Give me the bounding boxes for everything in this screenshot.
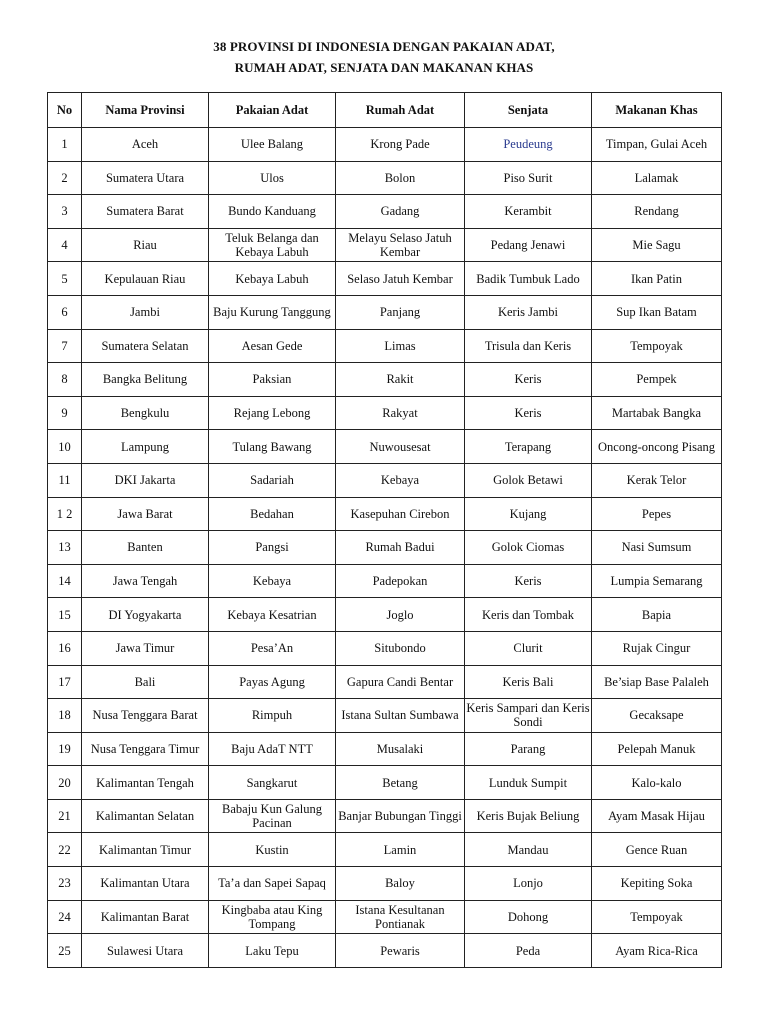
cell-house: Lamin bbox=[336, 833, 465, 867]
cell-weapon: Lonjo bbox=[465, 867, 592, 901]
cell-province: Jawa Barat bbox=[82, 497, 209, 531]
cell-food: Bapia bbox=[592, 598, 722, 632]
cell-house: Gadang bbox=[336, 195, 465, 229]
table-row bbox=[48, 934, 722, 968]
cell-no: 4 bbox=[48, 228, 82, 262]
cell-clothing: Baju AdaT NTT bbox=[209, 732, 336, 766]
cell-food: Ayam Rica-Rica bbox=[592, 934, 722, 968]
header-province: Nama Provinsi bbox=[82, 93, 209, 128]
cell-clothing: Sangkarut bbox=[209, 766, 336, 800]
cell-house: Gapura Candi Bentar bbox=[336, 665, 465, 699]
cell-weapon: Keris bbox=[465, 396, 592, 430]
table-row bbox=[48, 363, 722, 397]
cell-house: Situbondo bbox=[336, 631, 465, 665]
cell-no: 1 2 bbox=[48, 497, 82, 531]
table-row bbox=[48, 732, 722, 766]
table-row bbox=[48, 665, 722, 699]
cell-food: Gecaksape bbox=[592, 699, 722, 733]
table-row bbox=[48, 463, 722, 497]
table-row bbox=[48, 195, 722, 229]
cell-province: Aceh bbox=[82, 128, 209, 162]
cell-house: Betang bbox=[336, 766, 465, 800]
cell-no: 1 bbox=[48, 128, 82, 162]
table-row bbox=[48, 161, 722, 195]
cell-weapon: Golok Ciomas bbox=[465, 531, 592, 565]
cell-no: 10 bbox=[48, 430, 82, 464]
cell-weapon: Keris Bali bbox=[465, 665, 592, 699]
table-row bbox=[48, 295, 722, 329]
cell-province: Bengkulu bbox=[82, 396, 209, 430]
cell-house: Pewaris bbox=[336, 934, 465, 968]
header-food: Makanan Khas bbox=[592, 93, 722, 128]
cell-food: Lumpia Semarang bbox=[592, 564, 722, 598]
table-row bbox=[48, 396, 722, 430]
table-row bbox=[48, 867, 722, 901]
cell-food: Kepiting Soka bbox=[592, 867, 722, 901]
cell-clothing: Kustin bbox=[209, 833, 336, 867]
cell-no: 24 bbox=[48, 900, 82, 934]
cell-province: Kepulauan Riau bbox=[82, 262, 209, 296]
cell-clothing: Teluk Belanga dan Kebaya Labuh bbox=[209, 228, 336, 262]
cell-clothing: Ulee Balang bbox=[209, 128, 336, 162]
table-row bbox=[48, 564, 722, 598]
table-row bbox=[48, 766, 722, 800]
cell-food: Pelepah Manuk bbox=[592, 732, 722, 766]
cell-weapon: Kujang bbox=[465, 497, 592, 531]
cell-weapon: Keris bbox=[465, 363, 592, 397]
cell-food: Tempoyak bbox=[592, 329, 722, 363]
cell-clothing: Pangsi bbox=[209, 531, 336, 565]
cell-no: 3 bbox=[48, 195, 82, 229]
table-row bbox=[48, 430, 722, 464]
cell-weapon: Piso Surit bbox=[465, 161, 592, 195]
cell-weapon: Mandau bbox=[465, 833, 592, 867]
table-row bbox=[48, 228, 722, 262]
cell-food: Lalamak bbox=[592, 161, 722, 195]
cell-weapon: Lunduk Sumpit bbox=[465, 766, 592, 800]
cell-province: Nusa Tenggara Timur bbox=[82, 732, 209, 766]
cell-no: 25 bbox=[48, 934, 82, 968]
cell-house: Nuwousesat bbox=[336, 430, 465, 464]
cell-food: Oncong-oncong Pisang bbox=[592, 430, 722, 464]
cell-clothing: Rejang Lebong bbox=[209, 396, 336, 430]
cell-food: Be’siap Base Palaleh bbox=[592, 665, 722, 699]
cell-house: Banjar Bubungan Tinggi bbox=[336, 799, 465, 833]
cell-food: Gence Ruan bbox=[592, 833, 722, 867]
cell-food: Martabak Bangka bbox=[592, 396, 722, 430]
cell-province: Banten bbox=[82, 531, 209, 565]
cell-house: Musalaki bbox=[336, 732, 465, 766]
cell-clothing: Babaju Kun Galung Pacinan bbox=[209, 799, 336, 833]
cell-clothing: Ulos bbox=[209, 161, 336, 195]
table-header-row bbox=[48, 93, 722, 128]
cell-no: 13 bbox=[48, 531, 82, 565]
table-row bbox=[48, 799, 722, 833]
cell-weapon: Terapang bbox=[465, 430, 592, 464]
cell-province: Jawa Tengah bbox=[82, 564, 209, 598]
cell-no: 22 bbox=[48, 833, 82, 867]
cell-weapon: Badik Tumbuk Lado bbox=[465, 262, 592, 296]
cell-food: Rujak Cingur bbox=[592, 631, 722, 665]
cell-clothing: Kebaya bbox=[209, 564, 336, 598]
cell-province: Kalimantan Tengah bbox=[82, 766, 209, 800]
cell-food: Ayam Masak Hijau bbox=[592, 799, 722, 833]
cell-no: 15 bbox=[48, 598, 82, 632]
cell-province: Kalimantan Selatan bbox=[82, 799, 209, 833]
cell-house: Baloy bbox=[336, 867, 465, 901]
cell-house: Selaso Jatuh Kembar bbox=[336, 262, 465, 296]
cell-province: Bali bbox=[82, 665, 209, 699]
cell-house: Istana Sultan Sumbawa bbox=[336, 699, 465, 733]
cell-no: 20 bbox=[48, 766, 82, 800]
cell-clothing: Baju Kurung Tanggung bbox=[209, 295, 336, 329]
table-row bbox=[48, 833, 722, 867]
cell-no: 23 bbox=[48, 867, 82, 901]
cell-clothing: Pesa’An bbox=[209, 631, 336, 665]
cell-clothing: Rimpuh bbox=[209, 699, 336, 733]
cell-food: Rendang bbox=[592, 195, 722, 229]
cell-province: DI Yogyakarta bbox=[82, 598, 209, 632]
cell-food: Pepes bbox=[592, 497, 722, 531]
cell-house: Rumah Badui bbox=[336, 531, 465, 565]
cell-clothing: Kebaya Labuh bbox=[209, 262, 336, 296]
cell-province: Jawa Timur bbox=[82, 631, 209, 665]
cell-province: Lampung bbox=[82, 430, 209, 464]
cell-food: Tempoyak bbox=[592, 900, 722, 934]
cell-house: Bolon bbox=[336, 161, 465, 195]
cell-no: 14 bbox=[48, 564, 82, 598]
table-row bbox=[48, 497, 722, 531]
cell-house: Panjang bbox=[336, 295, 465, 329]
cell-no: 21 bbox=[48, 799, 82, 833]
cell-weapon: Peudeung bbox=[465, 128, 592, 162]
cell-weapon: Peda bbox=[465, 934, 592, 968]
table-row bbox=[48, 531, 722, 565]
cell-clothing: Ta’a dan Sapei Sapaq bbox=[209, 867, 336, 901]
table-row bbox=[48, 329, 722, 363]
cell-clothing: Paksian bbox=[209, 363, 336, 397]
cell-food: Timpan, Gulai Aceh bbox=[592, 128, 722, 162]
table-row bbox=[48, 631, 722, 665]
cell-province: Sumatera Selatan bbox=[82, 329, 209, 363]
cell-province: Bangka Belitung bbox=[82, 363, 209, 397]
cell-province: Nusa Tenggara Barat bbox=[82, 699, 209, 733]
cell-no: 16 bbox=[48, 631, 82, 665]
cell-house: Limas bbox=[336, 329, 465, 363]
cell-house: Kasepuhan Cirebon bbox=[336, 497, 465, 531]
cell-weapon: Dohong bbox=[465, 900, 592, 934]
cell-food: Kalo-kalo bbox=[592, 766, 722, 800]
document-title bbox=[0, 36, 768, 78]
title-line-1: 38 PROVINSI DI INDONESIA DENGAN PAKAIAN ADAT, bbox=[213, 39, 555, 54]
cell-house: Istana Kesultanan Pontianak bbox=[336, 900, 465, 934]
cell-province: Riau bbox=[82, 228, 209, 262]
cell-no: 11 bbox=[48, 463, 82, 497]
province-table bbox=[47, 92, 722, 968]
cell-clothing: Kebaya Kesatrian bbox=[209, 598, 336, 632]
cell-weapon: Keris Sampari dan Keris Sondi bbox=[465, 699, 592, 733]
cell-clothing: Kingbaba atau King Tompang bbox=[209, 900, 336, 934]
cell-province: Sumatera Barat bbox=[82, 195, 209, 229]
cell-no: 18 bbox=[48, 699, 82, 733]
cell-house: Joglo bbox=[336, 598, 465, 632]
header-house: Rumah Adat bbox=[336, 93, 465, 128]
cell-no: 6 bbox=[48, 295, 82, 329]
table-row bbox=[48, 900, 722, 934]
cell-no: 5 bbox=[48, 262, 82, 296]
cell-weapon: Kerambit bbox=[465, 195, 592, 229]
cell-house: Rakit bbox=[336, 363, 465, 397]
title-line-2: RUMAH ADAT, SENJATA DAN MAKANAN KHAS bbox=[234, 60, 534, 75]
cell-weapon: Trisula dan Keris bbox=[465, 329, 592, 363]
cell-food: Pempek bbox=[592, 363, 722, 397]
cell-province: Kalimantan Barat bbox=[82, 900, 209, 934]
cell-clothing: Bedahan bbox=[209, 497, 336, 531]
cell-province: Kalimantan Utara bbox=[82, 867, 209, 901]
table-row bbox=[48, 598, 722, 632]
header-no: No bbox=[48, 93, 82, 128]
cell-no: 9 bbox=[48, 396, 82, 430]
cell-house: Melayu Selaso Jatuh Kembar bbox=[336, 228, 465, 262]
cell-no: 17 bbox=[48, 665, 82, 699]
cell-no: 19 bbox=[48, 732, 82, 766]
cell-province: Kalimantan Timur bbox=[82, 833, 209, 867]
cell-clothing: Bundo Kanduang bbox=[209, 195, 336, 229]
cell-province: Jambi bbox=[82, 295, 209, 329]
cell-food: Kerak Telor bbox=[592, 463, 722, 497]
cell-weapon: Keris dan Tombak bbox=[465, 598, 592, 632]
table-row bbox=[48, 699, 722, 733]
table-row bbox=[48, 262, 722, 296]
cell-province: Sulawesi Utara bbox=[82, 934, 209, 968]
cell-food: Nasi Sumsum bbox=[592, 531, 722, 565]
cell-province: DKI Jakarta bbox=[82, 463, 209, 497]
cell-weapon: Keris bbox=[465, 564, 592, 598]
header-weapon: Senjata bbox=[465, 93, 592, 128]
cell-clothing: Payas Agung bbox=[209, 665, 336, 699]
cell-no: 8 bbox=[48, 363, 82, 397]
cell-house: Padepokan bbox=[336, 564, 465, 598]
cell-clothing: Laku Tepu bbox=[209, 934, 336, 968]
cell-house: Krong Pade bbox=[336, 128, 465, 162]
cell-clothing: Aesan Gede bbox=[209, 329, 336, 363]
cell-province: Sumatera Utara bbox=[82, 161, 209, 195]
cell-house: Kebaya bbox=[336, 463, 465, 497]
cell-weapon: Golok Betawi bbox=[465, 463, 592, 497]
cell-no: 7 bbox=[48, 329, 82, 363]
cell-clothing: Sadariah bbox=[209, 463, 336, 497]
cell-food: Ikan Patin bbox=[592, 262, 722, 296]
table-body bbox=[48, 128, 722, 968]
cell-clothing: Tulang Bawang bbox=[209, 430, 336, 464]
cell-no: 2 bbox=[48, 161, 82, 195]
cell-house: Rakyat bbox=[336, 396, 465, 430]
cell-weapon: Clurit bbox=[465, 631, 592, 665]
cell-food: Sup Ikan Batam bbox=[592, 295, 722, 329]
cell-weapon: Keris Bujak Beliung bbox=[465, 799, 592, 833]
table-row bbox=[48, 128, 722, 162]
cell-weapon: Pedang Jenawi bbox=[465, 228, 592, 262]
header-clothing: Pakaian Adat bbox=[209, 93, 336, 128]
cell-food: Mie Sagu bbox=[592, 228, 722, 262]
cell-weapon: Keris Jambi bbox=[465, 295, 592, 329]
cell-weapon: Parang bbox=[465, 732, 592, 766]
